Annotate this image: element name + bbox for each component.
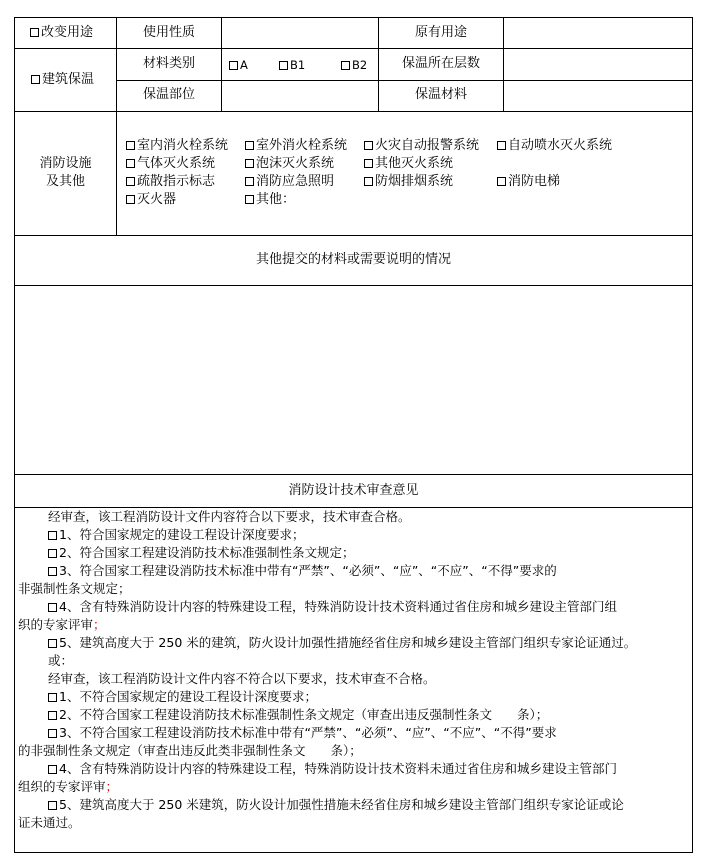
checkbox-icon[interactable] <box>48 567 57 576</box>
material-option-a-label: A <box>240 58 248 72</box>
material-option-b1[interactable] <box>279 56 305 74</box>
pass-item-5-text: 5、建筑高度大于 250 米的建筑，防火设计加强性措施经省住房和城乡建设主管部门组织专家论证通过。 <box>59 635 637 650</box>
fail-item-3-text: 3、不符合国家工程建设消防技术标准中带有“严禁”、“必须”、“应”、“不应”、“不得”要求 <box>59 725 557 740</box>
building-insulation-label: 建筑保温 <box>42 72 95 87</box>
checkbox-icon[interactable] <box>245 141 254 150</box>
fire-item-extinguisher[interactable] <box>126 191 176 209</box>
col-rule-4 <box>503 17 504 112</box>
change-use-option[interactable] <box>30 24 93 42</box>
pass-item-3[interactable] <box>18 562 690 580</box>
pass-item-4[interactable] <box>18 598 690 616</box>
checkbox-icon[interactable] <box>341 61 350 70</box>
fire-item-fire-elevator[interactable] <box>497 173 560 191</box>
insulation-material-label: 保温材料 <box>414 87 467 102</box>
pass-item-2[interactable] <box>18 544 690 562</box>
fail-item-3[interactable] <box>18 724 690 742</box>
fire-item-label: 泡沫灭火系统 <box>256 156 335 171</box>
fail-item-1[interactable] <box>18 688 690 706</box>
fire-item-label: 消防电梯 <box>508 174 561 189</box>
pass-item-5[interactable] <box>18 634 690 652</box>
checkbox-icon[interactable] <box>48 765 57 774</box>
fail-item-5[interactable] <box>18 796 690 814</box>
fire-item-other[interactable] <box>245 191 295 209</box>
checkbox-icon[interactable] <box>497 141 506 150</box>
checkbox-icon[interactable] <box>245 159 254 168</box>
checkbox-icon[interactable] <box>30 28 39 37</box>
change-use-label: 改变用途 <box>41 25 94 40</box>
fire-item-label: 其他： <box>256 192 296 207</box>
fail-item-5-cont: 证未通过。 <box>18 815 81 830</box>
checkbox-icon[interactable] <box>497 177 506 186</box>
fire-item-indoor-hydrant[interactable] <box>126 137 228 155</box>
original-use-label: 原有用途 <box>414 25 467 40</box>
border-left <box>14 17 15 853</box>
checkbox-icon[interactable] <box>48 603 57 612</box>
insulation-floor-label: 保温所在层数 <box>401 56 480 71</box>
checkbox-icon[interactable] <box>126 195 135 204</box>
checkbox-icon[interactable] <box>126 177 135 186</box>
insulation-part-label: 保温部位 <box>142 87 195 102</box>
pass-item-3-cont: 非强制性条文规定； <box>18 581 131 596</box>
rule-insulation-mid <box>116 80 693 81</box>
fire-item-label: 室内消火栓系统 <box>137 138 229 153</box>
material-type-label: 材料类别 <box>142 56 195 71</box>
checkbox-icon[interactable] <box>48 801 57 810</box>
fail-item-4-cont <box>18 778 690 796</box>
checkbox-icon[interactable] <box>364 177 373 186</box>
fire-item-label: 气体灭火系统 <box>137 156 216 171</box>
other-materials-heading: 其他提交的材料或需要说明的情况 <box>255 252 451 267</box>
fire-facilities-label-1: 消防设施 <box>39 156 92 171</box>
material-option-a[interactable] <box>229 56 248 74</box>
border-right <box>692 17 693 853</box>
pass-item-4-cont <box>18 616 690 634</box>
fire-item-label: 自动喷水灭火系统 <box>508 138 613 153</box>
material-option-b2-label: B2 <box>352 58 368 72</box>
pass-item-4-cont-text: 织的专家评审 <box>18 617 94 632</box>
checkbox-icon[interactable] <box>31 75 40 84</box>
fail-item-2[interactable] <box>18 706 690 724</box>
checkbox-icon[interactable] <box>279 61 288 70</box>
rule-other-heading-bottom <box>14 285 693 286</box>
checkbox-icon[interactable] <box>48 531 57 540</box>
fire-item-label: 其他灭火系统 <box>375 156 454 171</box>
checkbox-icon[interactable] <box>48 711 57 720</box>
fail-item-5-text: 5、建筑高度大于 250 米建筑，防火设计加强性措施未经省住房和城乡建设主管部门组织专家论证或论 <box>59 797 624 812</box>
fire-item-label: 疏散指示标志 <box>137 174 216 189</box>
checkbox-icon[interactable] <box>48 549 57 558</box>
pass-intro: 经审查，该工程消防设计文件内容符合以下要求，技术审查合格。 <box>48 509 411 524</box>
border-bottom <box>14 852 693 853</box>
building-insulation-option[interactable] <box>31 71 94 89</box>
fire-item-smoke-exhaust[interactable] <box>364 173 453 191</box>
checkbox-icon[interactable] <box>229 61 238 70</box>
checkbox-icon[interactable] <box>48 639 57 648</box>
pass-item-2-text: 2、符合国家工程建设消防技术标准强制性条文规定； <box>59 545 355 560</box>
fire-facilities-label-2: 及其他 <box>45 174 85 189</box>
or-label: 或： <box>48 653 74 668</box>
fail-item-1-text: 1、不符合国家规定的建设工程设计深度要求； <box>59 689 317 704</box>
fire-item-label: 消防应急照明 <box>256 174 335 189</box>
fire-item-label: 室外消火栓系统 <box>256 138 348 153</box>
fail-intro: 经审查，该工程消防设计文件内容不符合以下要求，技术审查不合格。 <box>48 671 436 686</box>
fire-item-other-extinguishing[interactable] <box>364 155 453 173</box>
material-option-b1-label: B1 <box>290 58 306 72</box>
col-rule-2 <box>221 17 222 112</box>
fail-item-4[interactable] <box>18 760 690 778</box>
checkbox-icon[interactable] <box>364 159 373 168</box>
checkbox-icon[interactable] <box>48 693 57 702</box>
checkbox-icon[interactable] <box>126 141 135 150</box>
usage-nature-label: 使用性质 <box>142 25 195 40</box>
pass-item-4-text: 4、含有特殊消防设计内容的特殊建设工程，特殊消防设计技术资料通过省住房和城乡建设主管部门组 <box>59 599 617 614</box>
rule-other-area-bottom <box>14 474 693 475</box>
fail-item-4-cont-text: 组织的专家评审 <box>18 779 106 794</box>
fail-item-4-text: 4、含有特殊消防设计内容的特殊建设工程，特殊消防设计技术资料未通过省住房和城乡建设主管部门 <box>59 761 617 776</box>
pass-item-4-mark: ； <box>93 617 106 632</box>
fire-item-foam-extinguishing[interactable] <box>245 155 334 173</box>
pass-item-3-text: 3、符合国家工程建设消防技术标准中带有“严禁”、“必须”、“应”、“不应”、“不得”要求的 <box>59 563 557 578</box>
review-opinion-heading: 消防设计技术审查意见 <box>288 483 419 498</box>
fail-item-3-cont: 的非强制性条文规定（审查出违反此类非强制性条文 条）； <box>18 743 362 758</box>
checkbox-icon[interactable] <box>245 195 254 204</box>
review-opinion-body <box>18 508 690 832</box>
fire-item-sprinkler[interactable] <box>497 137 612 155</box>
checkbox-icon[interactable] <box>48 729 57 738</box>
fire-item-evacuation-signs[interactable] <box>126 173 215 191</box>
fail-item-4-mark: ； <box>105 779 119 794</box>
fire-item-emergency-lighting[interactable] <box>245 173 334 191</box>
fire-item-label: 灭火器 <box>137 192 177 207</box>
pass-item-1-text: 1、符合国家规定的建设工程设计深度要求； <box>59 527 305 542</box>
col-rule-1 <box>116 17 117 236</box>
pass-item-1[interactable] <box>18 526 690 544</box>
fail-item-2-text: 2、不符合国家工程建设消防技术标准强制性条文规定（审查出违反强制性条文 条）； <box>59 707 549 722</box>
checkbox-icon[interactable] <box>126 159 135 168</box>
material-option-b2[interactable] <box>341 56 367 74</box>
fire-item-gas-extinguishing[interactable] <box>126 155 215 173</box>
fire-item-auto-alarm[interactable] <box>364 137 479 155</box>
fire-item-outdoor-hydrant[interactable] <box>245 137 347 155</box>
checkbox-icon[interactable] <box>245 177 254 186</box>
checkbox-icon[interactable] <box>364 141 373 150</box>
fire-item-label: 防烟排烟系统 <box>375 174 454 189</box>
fire-item-label: 火灾自动报警系统 <box>375 138 480 153</box>
